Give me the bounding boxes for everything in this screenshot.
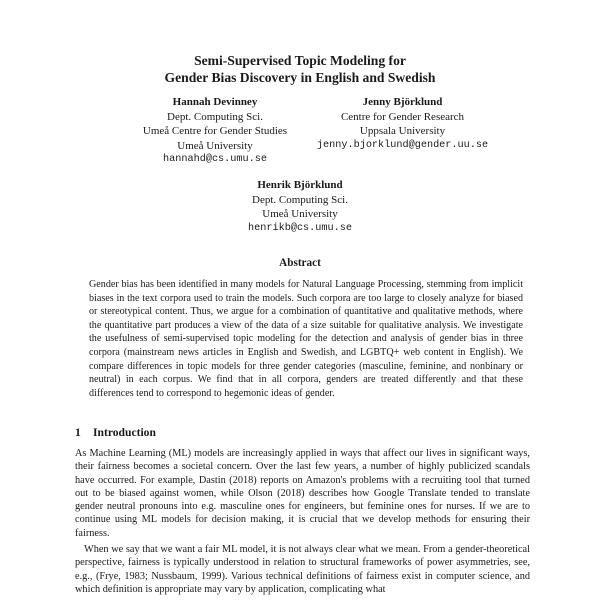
author-affiliation: Umeå Centre for Gender Studies (142, 125, 288, 138)
author-affiliation: Dept. Computing Sci. (252, 193, 348, 206)
author-block-2 (285, 95, 520, 153)
section-title: Introduction (93, 426, 156, 439)
introduction-body (75, 447, 530, 596)
title-line-1: Semi-Supervised Topic Modeling for (194, 53, 406, 68)
author-affiliation: Centre for Gender Research (340, 110, 465, 123)
section-heading (75, 426, 156, 440)
abstract-text: Gender bias has been identified in many models for Natural Language Processing, stemming from implicit biases in the text corpora used to train the models. Such corpora are too large to closely analyze for biased or stereotypical content. Thus, we argue for a combination of quantitative and qualitative methods, where the quantitative part produces a view of the data of a size suitable for qualitative analysis. We investigate the usefulness of semi-supervised topic modeling for the detection and analysis of gender bias in three corpora (mainstream news articles in English and Swedish, and LGBTQ+ web content in English). We compare differences in topic models for three gender categories (masculine, feminine, and nonbinary or neutral) in each corpus. We find that in all corpora, genders are treated differently and that these differences tend to correspond to hegemonic ideas of gender. (89, 279, 523, 399)
author-affiliation: Umeå University (262, 208, 338, 221)
author-name: Jenny Björklund (362, 96, 443, 108)
paragraph: When we say that we want a fair ML model, it is not always clear what we mean. From a gender-theoretical perspective, fairness is typically understood in relation to structural frameworks of power asymmetries, see, e.g., (Frye, 1983; Nussbaum, 1999). Various technical definitions of fairness exist in computer science, and which definition is appropriate may vary by application, complicating what (75, 544, 530, 595)
author-affiliation: Uppsala University (359, 125, 446, 138)
author-affiliation: Umeå University (177, 139, 253, 152)
author-email: henrikb@cs.umu.se (248, 222, 352, 234)
section-number: 1 (75, 426, 81, 439)
author-name: Henrik Björklund (257, 179, 343, 191)
title-line-2: Gender Bias Discovery in English and Swedish (164, 70, 436, 85)
paragraph: As Machine Learning (ML) models are increasingly applied in ways that affect our lives in significant ways, their fairness becomes a societal concern. Over the last few years, a number of highly publicized scandals have occurred. For example, Dastin (2018) reports on Amazon's problems with a recruiting tool that turned out to be biased against women, while Olson (2018) describes how Google Translate tended to translate gender neutral pronouns into e.g. masculine ones for engineers, but feminine ones for nurses. If we are to continue using ML models for decision making, it is crucial that we develop methods for ensuring their fairness. (75, 448, 530, 539)
paper-title (0, 52, 600, 86)
author-block-3 (175, 178, 425, 236)
author-email: hannahd@cs.umu.se (163, 154, 267, 166)
author-affiliation: Dept. Computing Sci. (167, 110, 263, 123)
author-email: jenny.bjorklund@gender.uu.se (316, 139, 489, 151)
author-name: Hannah Devinney (172, 96, 258, 108)
abstract-heading: Abstract (279, 257, 321, 269)
